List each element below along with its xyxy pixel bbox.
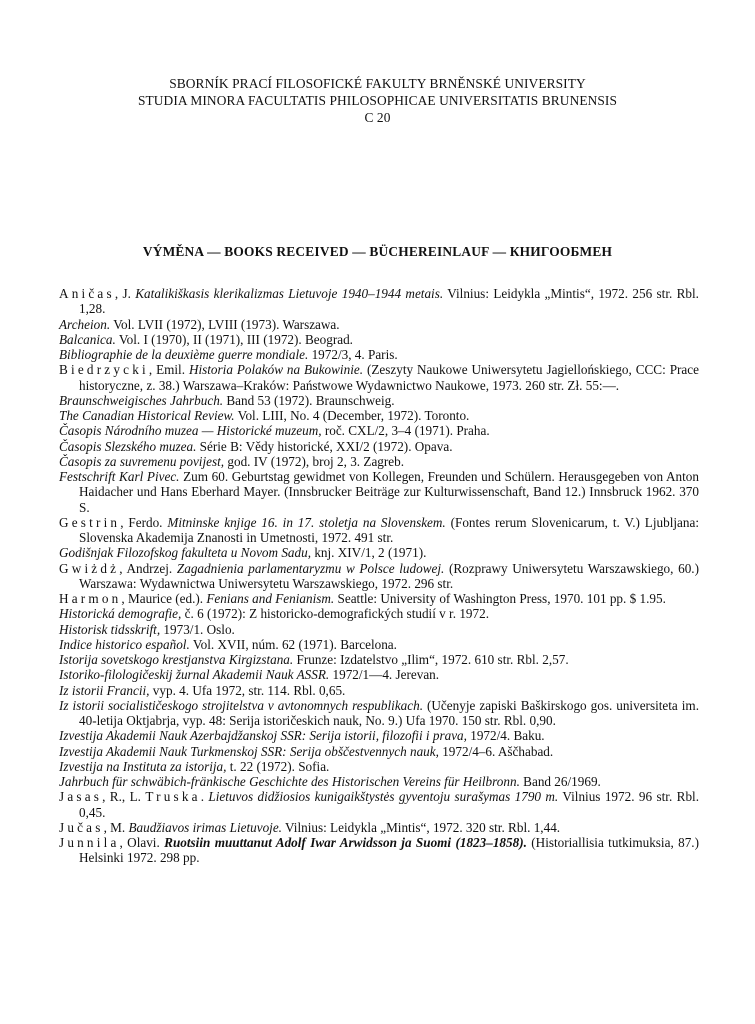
work-title: Festschrift Karl Pivec. (59, 469, 180, 484)
citation-text: roč. CXL/2, 3–4 (1971). Praha. (321, 423, 490, 439)
bibliography-entry (59, 744, 699, 759)
citation-text: (Rozprawy Uniwersytetu Warszawskiego, 60.) Warszawa: Wydawnictwa Uniwersytetu Warszawskiego, 1972. 296 str. (79, 560, 699, 591)
bibliography-entry (59, 789, 699, 820)
work-title: Godišnjak Filozofskog fakulteta u Novom Sadu, (59, 545, 312, 561)
bibliography-entry (59, 347, 699, 362)
work-title: Iz istorii Francii, (59, 682, 150, 698)
bibliography-entry (59, 515, 699, 546)
section-title: VÝMĚNA — BOOKS RECEIVED — BÜCHEREINLAUF — КНИГООБМЕН (142, 244, 613, 259)
work-title: Istorija sovetskogo krestjanstva Kirgizstana. (59, 652, 294, 667)
bibliography-entry (59, 362, 699, 393)
citation-text: (Fontes rerum Slovenicarum, t. V.) Ljubljana: Slovenska Akademija Znanosti in Umetnosti, 1972. 491 str. (79, 514, 699, 545)
work-title: Bibliographie de la deuxième guerre mondiale. (59, 347, 309, 362)
journal-title-latin: STUDIA MINORA FACULTATIS PHILOSOPHICAE UNIVERSITATIS BRUNENSIS (137, 93, 618, 108)
author-name: Truska (145, 789, 201, 805)
work-title: Istoriko-filologičeskij žurnal Akademii Nauk ASSR. (59, 667, 330, 683)
citation-text: . (200, 789, 209, 805)
citation-text: 1972/1—4. Jerevan. (329, 667, 440, 683)
author-name: Harmon (59, 591, 122, 606)
citation-text: , Olavi. (119, 835, 165, 850)
bibliography-entry (59, 286, 699, 317)
work-title: Časopis Slezského muzea. (59, 438, 197, 454)
author-name: Junnila (59, 835, 120, 850)
bibliography-entry (59, 622, 699, 637)
bibliography-entry (59, 393, 699, 408)
citation-text: Zum 60. Geburtstag gewidmet von Kollegen, Freunden und Schülern. Herausgegeben von Anton Haidacher und Hans Eberhard Mayer. (Innsbrucker Beiträge zur Kulturwissenschaft, Band 12.) Innsbruck 1962. 370 S. (79, 469, 699, 515)
citation-text: , M. (103, 819, 129, 835)
work-title: Izvestija na Instituta za istorija, (59, 758, 227, 774)
citation-text: , Emil. (148, 362, 189, 378)
bibliography-entry (59, 637, 699, 652)
citation-text: god. IV (1972), broj 2, 3. Zagreb. (224, 453, 405, 469)
bibliography-entry (59, 835, 699, 866)
work-title: Braunschweigisches Jahrbuch. (59, 392, 224, 408)
citation-text: knj. XIV/1, 2 (1971). (311, 545, 427, 561)
bibliography-entry (59, 774, 699, 789)
citation-text: 1973/1. Oslo. (160, 621, 235, 637)
author-name: Biedrzycki (59, 362, 149, 378)
citation-text: Seattle: University of Washington Press, 1970. 101 pp. $ 1.95. (334, 591, 666, 606)
bibliography-entry (59, 317, 699, 332)
bibliography-entry (59, 591, 699, 606)
work-title: Historická demografie, (59, 606, 182, 622)
series-number: C 20 (364, 110, 391, 125)
citation-text: Band 53 (1972). Braunschweig. (223, 392, 395, 408)
bibliography-entry (59, 332, 699, 347)
citation-text: č. 6 (1972): Z historicko-demografických studií v r. 1972. (181, 606, 489, 622)
citation-text: (Zeszyty Naukowe Uniwersytetu Jagiellońskiego, CCC: Prace historyczne, z. 38.) Warszawa–Kraków: Państwowe Wydawnictwo Naukowe, 1973. 260 str. Zł. 55:—. (79, 362, 699, 393)
citation-text: Vilnius: Leidykla „Mintis“, 1972. 320 str. Rbl. 1,44. (281, 819, 561, 835)
journal-header (0, 75, 755, 126)
work-title: Jahrbuch für schwäbich-fränkische Geschichte des Historischen Vereins für Heilbronn. (59, 774, 520, 789)
work-title: Mitninske knjige 16. in 17. stoletja na Slovenskem. (167, 514, 446, 530)
work-title: Zagadnienia parlamentaryzmu w Polsce ludowej. (176, 560, 445, 576)
citation-text: Vol. LIII, No. 4 (December, 1972). Toronto. (234, 408, 470, 423)
citation-text: , Ferdo. (120, 514, 168, 530)
work-title: Balcanica. (59, 331, 116, 347)
citation-text: (Historiallisia tutkimuksia, 87.) Helsinki 1972. 298 pp. (79, 835, 699, 866)
bibliography-entry (59, 683, 699, 698)
work-title: Časopis za suvremenu povijest, (59, 453, 225, 469)
citation-text: 1972/4–6. Aščhabad. (438, 743, 554, 759)
bibliography-list (59, 286, 699, 866)
work-title: Katalikiškasis klerikalizmas Lietuvoje 1940–1944 metais. (135, 286, 444, 301)
citation-text: Série B: Vědy historické, XXI/2 (1972). Opava. (196, 438, 453, 454)
citation-text: 1972/4. Baku. (466, 728, 545, 744)
citation-text: Vol. XVII, núm. 62 (1971). Barcelona. (189, 636, 397, 652)
citation-text: , Maurice (ed.). (121, 591, 207, 606)
bibliography-entry (59, 469, 699, 515)
bibliography-entry (59, 728, 699, 743)
bibliography-entry (59, 652, 699, 667)
work-title: Izvestija Akademii Nauk Turkmenskoj SSR: Serija obščestvennych nauk, (59, 743, 439, 759)
work-title: Lietuvos didžiosios kunigaikštystės gyventoju surašymas 1790 m. (208, 789, 559, 805)
journal-title-czech: SBORNÍK PRACÍ FILOSOFICKÉ FAKULTY BRNĚNSKÉ UNIVERSITY (169, 76, 586, 91)
work-title: Časopis Národního muzea — Historické muzeum, (59, 423, 322, 439)
author-name: Gwiżdż (59, 560, 120, 576)
bibliography-entry (59, 561, 699, 592)
author-name: Gestrin (59, 514, 121, 530)
citation-text: , R., L. (102, 789, 146, 805)
citation-text: (Učenyje zapiski Baškirskogo gos. universiteta im. 40-letija Oktjabrja, vyp. 48: Serija istoričeskich nauk, No. 9.) Ufa 1970. 150 str. Rbl. 0,90. (79, 697, 699, 728)
bibliography-entry (59, 698, 699, 729)
citation-text: Vilnius 1972. 96 str. Rbl. 0,45. (79, 789, 699, 820)
author-name: Aničas (59, 286, 115, 301)
citation-text: Vol. I (1970), II (1971), III (1972). Beograd. (115, 331, 353, 347)
work-title: The Canadian Historical Review. (59, 408, 235, 423)
citation-text: vyp. 4. Ufa 1972, str. 114. Rbl. 0,65. (149, 682, 346, 698)
bibliography-entry (59, 606, 699, 621)
work-title: Ruotsiin muuttanut Adolf Iwar Arwidsson ja Suomi (1823–1858). (164, 835, 527, 850)
work-title: Baudžiavos irimas Lietuvoje. (128, 819, 282, 835)
bibliography-entry (59, 423, 699, 438)
bibliography-entry (59, 408, 699, 423)
bibliography-entry (59, 454, 699, 469)
work-title: Historisk tidsskrift, (59, 621, 161, 637)
citation-text: t. 22 (1972). Sofia. (226, 758, 330, 774)
bibliography-entry (59, 759, 699, 774)
author-name: Jučas (59, 819, 104, 835)
citation-text: 1972/3, 4. Paris. (308, 347, 398, 362)
citation-text: Band 26/1969. (519, 774, 601, 789)
author-name: Jasas (59, 789, 103, 805)
work-title: Indice historico español. (59, 636, 190, 652)
work-title: Fenians and Fenianism. (206, 591, 335, 606)
citation-text: Vol. LVII (1972), LVIII (1973). Warszawa. (110, 316, 340, 332)
bibliography-entry (59, 439, 699, 454)
citation-text: , J. (114, 286, 136, 301)
work-title: Archeion. (59, 316, 111, 332)
citation-text: Vilnius: Leidykla „Mintis“, 1972. 256 str. Rbl. 1,28. (79, 286, 699, 317)
citation-text: Frunze: Izdatelstvo „Ilim“, 1972. 610 str. Rbl. 2,57. (293, 652, 569, 667)
work-title: Izvestija Akademii Nauk Azerbajdžanskoj SSR: Serija istorii, filozofii i prava, (59, 728, 467, 744)
work-title: Iz istorii socialističeskogo strojitelstva v avtonomnych respublikach. (59, 697, 424, 713)
citation-text: , Andrzej. (119, 560, 177, 576)
bibliography-entry (59, 667, 699, 682)
bibliography-entry (59, 820, 699, 835)
bibliography-entry (59, 545, 699, 560)
work-title: Historia Polaków na Bukowinie. (188, 362, 364, 378)
